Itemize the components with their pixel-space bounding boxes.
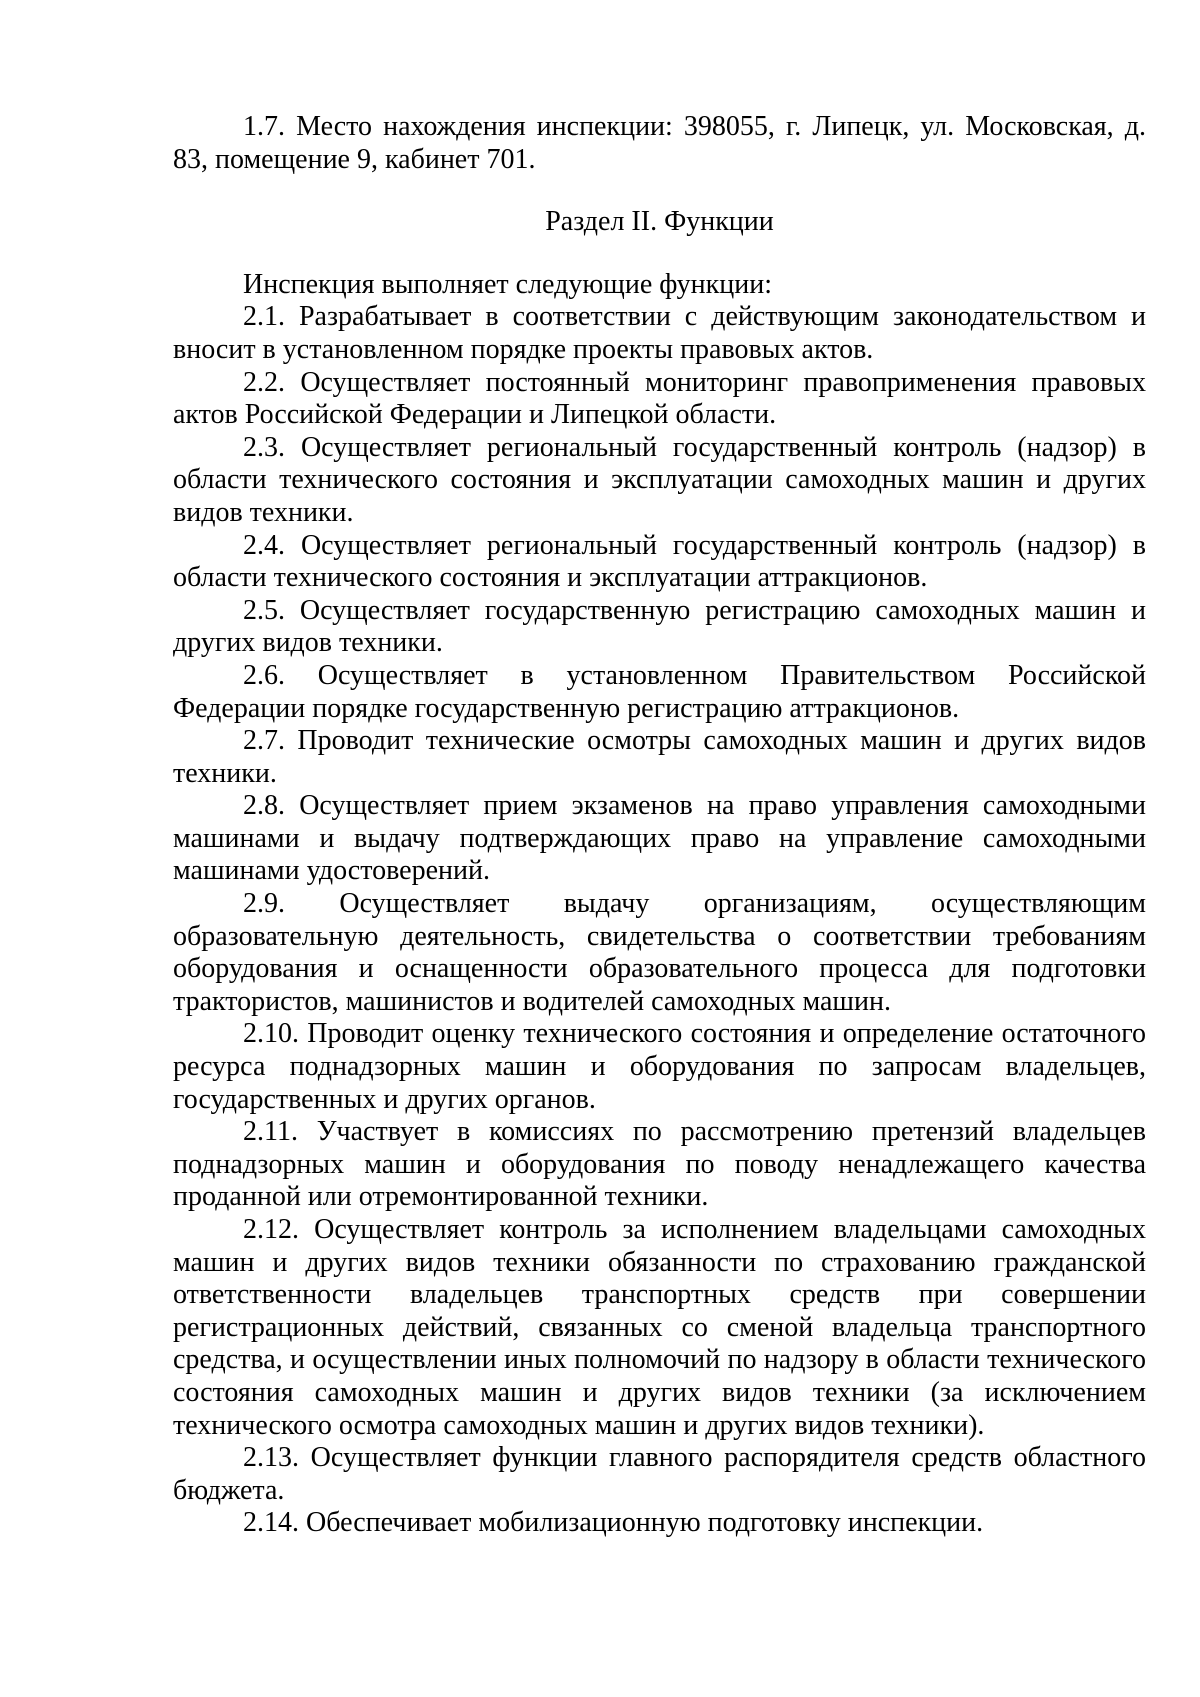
function-2-13: 2.13. Осуществляет функции главного распорядителя средств областного бюджета. xyxy=(173,1442,1146,1506)
function-2-7: 2.7. Проводит технические осмотры самоходных машин и других видов техники. xyxy=(173,725,1146,789)
paragraph-1-7: 1.7. Место нахождения инспекции: 398055, г. Липецк, ул. Московская, д. 83, помещение 9, кабинет 701. xyxy=(173,111,1146,175)
document-page xyxy=(173,111,1146,1540)
function-2-11: 2.11. Участвует в комиссиях по рассмотрению претензий владельцев поднадзорных машин и оборудования по поводу ненадлежащего качества проданной или отремонтированной техники. xyxy=(173,1116,1146,1213)
function-2-10: 2.10. Проводит оценку технического состояния и определение остаточного ресурса поднадзорных машин и оборудования по запросам владельцев, государственных и других органов. xyxy=(173,1018,1146,1115)
section-heading: Раздел II. Функции xyxy=(545,206,774,238)
function-2-14: 2.14. Обеспечивает мобилизационную подготовку инспекции. xyxy=(243,1507,984,1539)
function-2-5: 2.5. Осуществляет государственную регистрацию самоходных машин и других видов техники. xyxy=(173,594,1146,659)
function-2-3: 2.3. Осуществляет региональный государственный контроль (надзор) в области технического состояния и эксплуатации самоходных машин и других видов техники. xyxy=(173,431,1146,528)
function-2-2: 2.2. Осуществляет постоянный мониторинг правоприменения правовых актов Российской Федерации и Липецкой области. xyxy=(173,366,1146,431)
function-2-9: 2.9. Осуществляет выдачу организациям, осуществляющим образовательную деятельность, свидетельства о соответствии требованиям оборудования и оснащенности образовательного процесса для подготовки трактористов, машинистов и водителей самоходных машин. xyxy=(173,888,1146,1017)
function-2-8: 2.8. Осуществляет прием экзаменов на право управления самоходными машинами и выдачу подтверждающих право на управление самоходными машинами удостоверений. xyxy=(173,790,1146,887)
function-2-1: 2.1. Разрабатывает в соответствии с действующим законодательством и вносит в установленном порядке проекты правовых актов. xyxy=(173,301,1146,365)
function-2-12: 2.12. Осуществляет контроль за исполнением владельцами самоходных машин и других видов техники обязанности по страхованию гражданской ответственности владельцев транспортных средств при совершении регистрационных действий, связанных со сменой владельца транспортного средства, и осуществлении иных полномочий по надзору в области технического состояния самоходных машин и других видов техники (за исключением технического осмотра самоходных машин и других видов техники). xyxy=(173,1214,1146,1441)
lead-in-text: Инспекция выполняет следующие функции: xyxy=(243,268,773,300)
function-2-4: 2.4. Осуществляет региональный государственный контроль (надзор) в области технического состояния и эксплуатации аттракционов. xyxy=(173,529,1146,594)
function-2-6: 2.6. Осуществляет в установленном Правительством Российской Федерации порядке государственную регистрацию аттракционов. xyxy=(173,659,1146,724)
